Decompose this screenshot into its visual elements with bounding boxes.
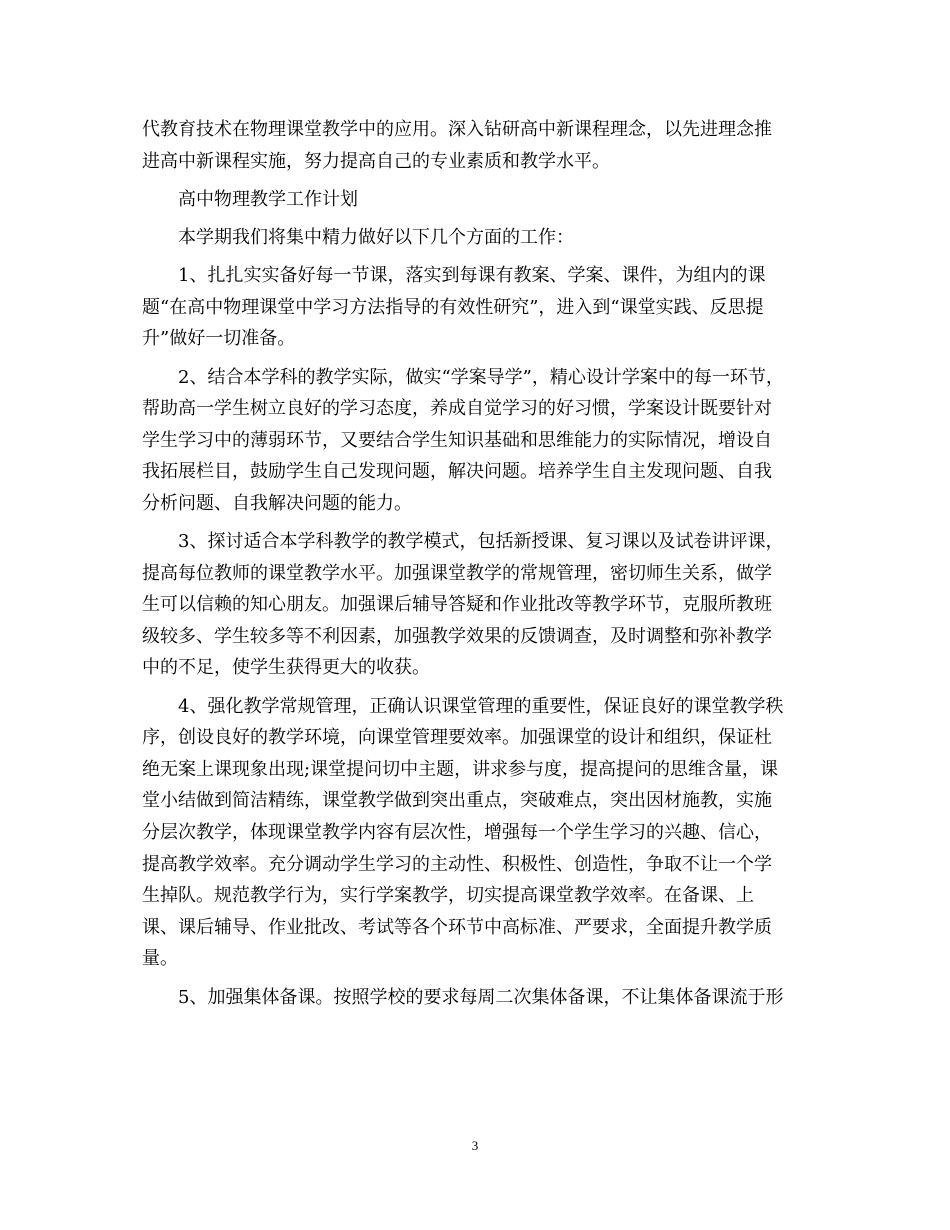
- text-line: 绝无案上课现象出现;课堂提问切中主题，讲求参与度，提高提问的思维含量，课: [142, 758, 779, 780]
- text-line: 中的不足，使学生获得更大的收获。: [142, 657, 430, 679]
- text-line: 课、课后辅导、作业批改、考试等各个环节中高标准、严要求，全面提升教学质: [142, 916, 772, 938]
- text-line: 分析问题、自我解决问题的能力。: [142, 492, 412, 514]
- text-line: 4、强化教学常规管理，正确认识课堂管理的重要性，保证良好的课堂教学秩: [142, 695, 784, 717]
- document-body: [142, 114, 808, 1020]
- text-line: 我拓展栏目，鼓励学生自己发现问题，解决问题。培养学生自主发现问题、自我: [142, 461, 772, 483]
- paragraph: [142, 526, 808, 684]
- text-line: 堂小结做到简洁精练，课堂教学做到突出重点，突破难点，突出因材施教，实施: [142, 790, 772, 812]
- text-line: 学生学习中的薄弱环节，又要结合学生知识基础和思维能力的实际情况，增设自: [142, 429, 772, 451]
- text-line: 2、结合本学科的教学实际，做实“学案导学”，精心设计学案中的每一环节，: [142, 366, 784, 388]
- page-number: 3: [471, 1138, 479, 1153]
- paragraph: [142, 222, 808, 254]
- text-line: 级较多、学生较多等不利因素，加强教学效果的反馈调查，及时调整和弥补教学: [142, 625, 772, 647]
- text-line: 提高每位教师的课堂教学水平。加强课堂教学的常规管理，密切师生关系，做学: [142, 562, 772, 584]
- text-line: 升”做好一切准备。: [142, 328, 296, 350]
- text-line: 序，创设良好的教学环境，向课堂管理要效率。加强课堂的设计和组织，保证杜: [142, 727, 772, 749]
- text-line: 题“在高中物理课堂中学习方法指导的有效性研究”，进入到“课堂实践、反思提: [142, 296, 764, 318]
- text-line: 分层次教学，体现课堂教学内容有层次性，增强每一个学生学习的兴趣、信心，: [142, 822, 772, 844]
- text-line: 生可以信赖的知心朋友。加强课后辅导答疑和作业批改等教学环节，克服所教班: [142, 594, 772, 616]
- text-line: 3、探讨适合本学科教学的教学模式，包括新授课、复习课以及试卷讲评课，: [142, 531, 784, 553]
- paragraph: [142, 184, 808, 216]
- text-line: 代教育技术在物理课堂教学中的应用。深入钻研高中新课程理念，以先进理念推: [142, 119, 772, 140]
- text-line: 高中物理教学工作计划: [142, 188, 358, 210]
- text-line: 进高中新课程实施，努力提高自己的专业素质和教学水平。: [142, 150, 610, 172]
- text-line: 1、扎扎实实备好每一节课，落实到每课有教案、学案、课件，为组内的课: [142, 265, 766, 287]
- paragraph: [142, 114, 808, 177]
- paragraph: [142, 691, 808, 975]
- paragraph: [142, 362, 808, 520]
- text-line: 5、加强集体备课。按照学校的要求每周二次集体备课，不让集体备课流于形: [142, 986, 784, 1008]
- paragraph: [142, 982, 808, 1014]
- paragraph: [142, 260, 808, 355]
- text-line: 帮助高一学生树立良好的学习态度，养成自觉学习的好习惯，学案设计既要针对: [142, 398, 772, 420]
- text-line: 量。: [142, 948, 178, 970]
- text-line: 提高教学效率。充分调动学生学习的主动性、积极性、创造性，争取不让一个学: [142, 853, 772, 875]
- text-line: 生掉队。规范教学行为，实行学案教学，切实提高课堂教学效率。在备课、上: [142, 885, 754, 907]
- text-line: 本学期我们将集中精力做好以下几个方面的工作：: [142, 226, 574, 248]
